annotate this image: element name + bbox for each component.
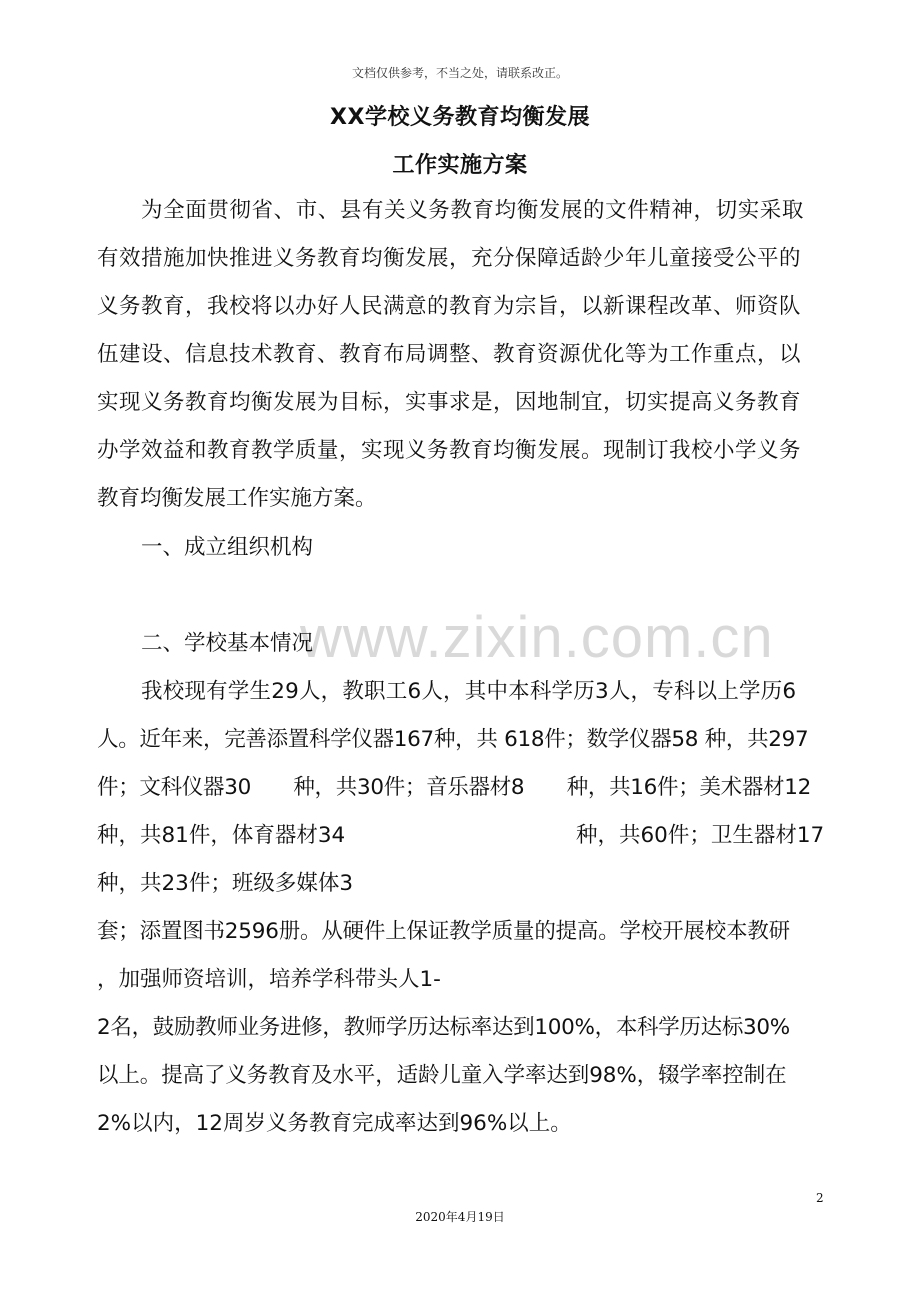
paragraph-line: ，加强师资培训，培养学科带头人1- bbox=[97, 967, 441, 992]
paragraph-line: 教育均衡发展工作实施方案。 bbox=[97, 486, 377, 511]
document-title: XX学校义务教育均衡发展 bbox=[330, 105, 590, 130]
watermark: www.zixin.com.cn bbox=[300, 605, 774, 670]
paragraph-line-continued: 种，共60件；卫生器材17 bbox=[576, 823, 825, 848]
paragraph-line: 种，共81件，体育器材34 bbox=[97, 823, 346, 848]
paragraph-line: 为全面贯彻省、市、县有关义务教育均衡发展的文件精神，切实采取 bbox=[141, 198, 805, 223]
paragraph-line: 实现义务教育均衡发展为目标，实事求是，因地制宜，切实提高义务教育 bbox=[97, 390, 802, 415]
paragraph-line: 套；添置图书2596册。从硬件上保证教学质量的提高。学校开展校本教研 bbox=[97, 919, 790, 944]
paragraph-line: 有效措施加快推进义务教育均衡发展，充分保障适龄少年儿童接受公平的 bbox=[97, 246, 802, 271]
paragraph-line: 义务教育，我校将以办好人民满意的教育为宗旨，以新课程改革、师资队 bbox=[97, 294, 802, 319]
section-heading-basic-info: 二、学校基本情况 bbox=[141, 631, 314, 656]
document-subtitle: 工作实施方案 bbox=[392, 153, 528, 178]
paragraph-line: 2名，鼓励教师业务进修，教师学历达标率达到100%，本科学历达标30% bbox=[97, 1015, 790, 1040]
paragraph-line: 我校现有学生29人，教职工6人，其中本科学历3人，专科以上学历6 bbox=[141, 679, 797, 704]
paragraph-line: 2%以内，12周岁义务教育完成率达到96%以上。 bbox=[97, 1111, 572, 1136]
section-heading-organization: 一、成立组织机构 bbox=[141, 535, 314, 560]
paragraph-line: 伍建设、信息技术教育、教育布局调整、教育资源优化等为工作重点，以 bbox=[97, 342, 802, 367]
paragraph-line: 种，共23件；班级多媒体3 bbox=[97, 871, 354, 896]
paragraph-line: 办学效益和教育教学质量，实现义务教育均衡发展。现制订我校小学义务 bbox=[97, 438, 802, 463]
paragraph-line: 以上。提高了义务教育及水平，适龄儿童入学率达到98%，辍学率控制在 bbox=[97, 1063, 787, 1088]
footer-date: 2020年4月19日 bbox=[415, 1210, 505, 1224]
paragraph-line: 件；文科仪器30 种，共30件；音乐器材8 种，共16件；美术器材12 bbox=[97, 775, 812, 800]
page-number: 2 bbox=[816, 1191, 824, 1205]
header-note: 文档仅供参考，不当之处，请联系改正。 bbox=[351, 66, 568, 80]
paragraph-line: 人。近年来，完善添置科学仪器167种，共 618件；数学仪器58 种，共297 bbox=[97, 727, 809, 752]
